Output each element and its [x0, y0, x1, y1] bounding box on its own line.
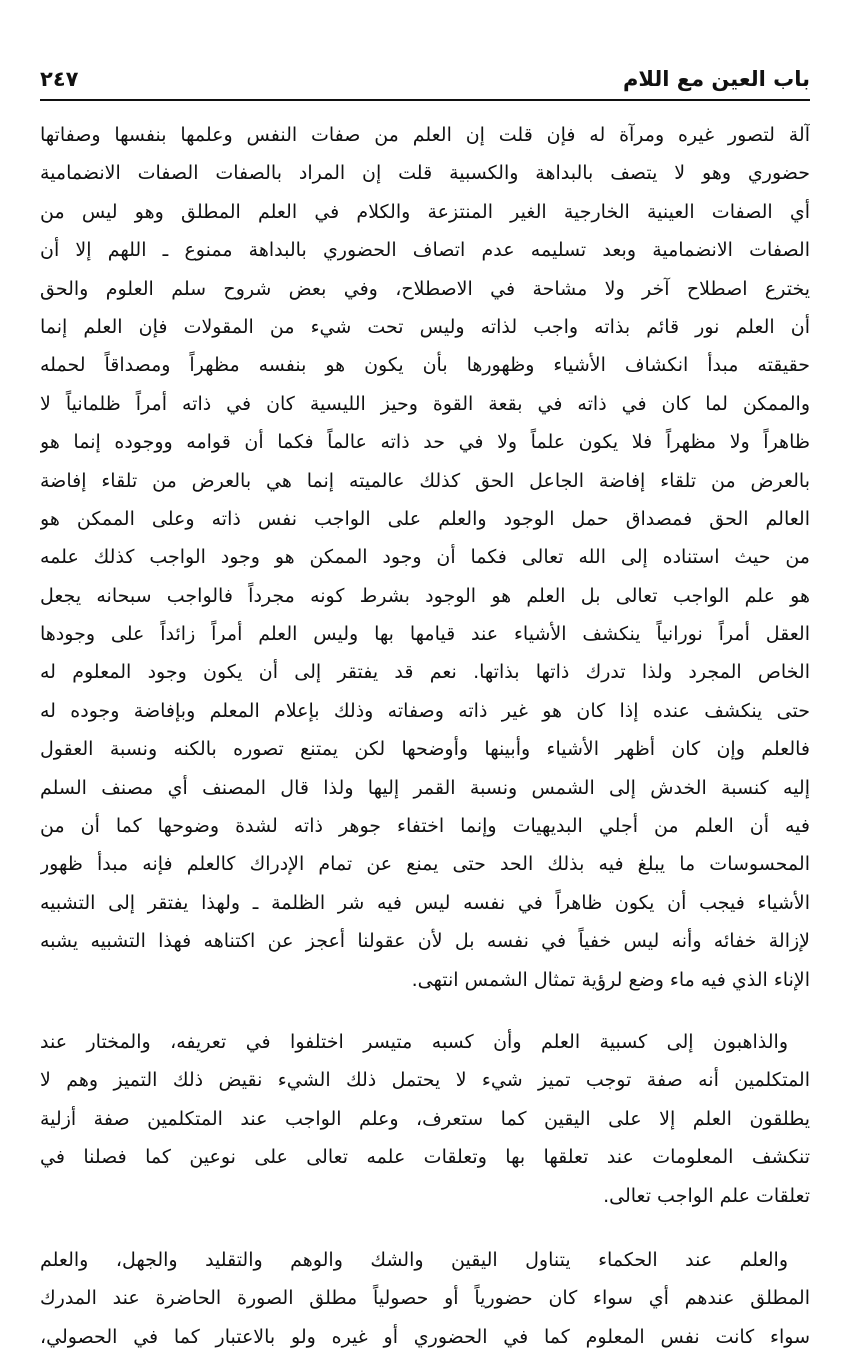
text-line: إليه كنسبة الخدش إلى الشمس ونسبة القمر إليها ولذا قال المصنف أي مصنف السلم [40, 776, 810, 799]
text-line: العقل أمراً نورانياً ينكشف الأشياء عند قيامها بها وليس العلم أمراً زائداً على وجودها [40, 623, 810, 646]
paragraph-3 [40, 1241, 810, 1356]
text-line: المطلق عندهم أي سواء كان حضورياً أو حصولياً مطلق الصورة الحاضرة عند المدرك [40, 1287, 810, 1310]
text-line: الإناء الذي فيه ماء وضع لرؤية تمثال الشمس انتهى. [411, 968, 810, 991]
text-line: فيه أن العلم من أجلي البديهيات وإنما اختفاء جوهر ذاته لشدة وضوحها كما أن من [40, 815, 810, 838]
text-line: المحسوسات ما يبلغ فيه بذلك الحد حتى يمنع عن تمام الإدراك كالعلم فإنه مبدأ ظهور [40, 853, 810, 876]
paragraph-gap [40, 1215, 810, 1241]
text-line: والممكن لما كان في ذاته في بقعة القوة وحيز الليسية كان في ذاته أمراً ظلمانياً لا [40, 392, 810, 415]
text-line: ظاهراً ولا مظهراً فلا يكون علماً ولا في حد ذاته عالماً فكما أن قوامه ووجوده إنما هو [40, 431, 810, 454]
text-line: الخاص المجرد ولذا تدرك ذاتها بذاتها. نعم قد يفتقر إلى أن يكون وجود المعلوم له [40, 661, 810, 684]
page-number: ٢٤٧ [40, 67, 79, 91]
paragraph-gap [40, 999, 810, 1023]
text-line: تنكشف المعلومات عند تعلقها بها وتعلقات علمه تعالى على نوعين كما فصلنا في [40, 1146, 810, 1169]
text-line: سواء كانت نفس المعلوم كما في الحضوري أو غيره ولو بالاعتبار كما في الحصولي، [40, 1325, 810, 1348]
text-line: أن العلم نور قائم بذاته واجب لذاته وليس تحت شيء من المقولات فإن العلم إنما [40, 315, 810, 338]
text-line: يطلقون العلم إلا على اليقين كما ستعرف، وعلم الواجب عند المتكلمين صفة أزلية [40, 1107, 810, 1130]
text-line: الأشياء فيجب أن يكون ظاهراً في نفسه ليس فيه شر الظلمة ـ ولهذا يفتقر إلى التشبيه [40, 891, 810, 914]
page-header [40, 56, 810, 96]
text-line: المتكلمين أنه صفة توجب تميز شيء لا يحتمل ذلك الشيء نقيض ذلك التميز وهم لا [40, 1069, 810, 1092]
text-line: حضوري وهو لا يتصف بالبداهة والكسبية قلت إن المراد بالصفات الصفات الانضمامية [40, 162, 810, 185]
text-line: هو علم الواجب تعالى بل العلم هو الوجود بشرط كونه مجرداً فالواجب سبحانه يجعل [40, 584, 810, 607]
text-line: من حيث استناده إلى الله تعالى فكما أن وجود الممكن هو وجود الواجب كذلك علمه [40, 546, 810, 569]
paragraph-2 [40, 1023, 810, 1215]
text-line: الصفات الانضمامية وبعد تسليمه عدم اتصاف الحضوري بالبداهة ممنوع ـ اللهم إلا أن [40, 239, 810, 262]
body-text [40, 116, 810, 1356]
text-line: والذاهبون إلى كسبية العلم وأن كسبه متيسر اختلفوا في تعريفه، والمختار عند [40, 1030, 788, 1053]
text-line: فالعلم وإن كان أظهر الأشياء وأبينها وأوضحها لكن يمتنع تصوره بالكنه ونسبة العقول [40, 738, 810, 761]
running-head: باب العين مع اللام [623, 67, 810, 91]
text-line: والعلم عند الحكماء يتناول اليقين والشك والوهم والتقليد والجهل، والعلم [40, 1248, 788, 1271]
paragraph-1 [40, 116, 810, 999]
text-line: يخترع اصطلاح آخر ولا مشاحة في الاصطلاح، وفي بعض شروح سلم العلوم والحق [40, 277, 810, 300]
text-line: لإزالة خفائه وأنه ليس خفياً في نفسه بل لأن عقولنا أعجز عن اكتناهه فهذا التشبيه يشبه [40, 930, 810, 953]
text-line: تعلقات علم الواجب تعالى. [603, 1184, 810, 1207]
header-rule [40, 99, 810, 101]
text-line: حقيقته مبدأ انكشاف الأشياء وظهورها بأن يكون هو بنفسه مظهراً ومصداقاً لحمله [40, 354, 810, 377]
text-line: آلة لتصور غيره ومرآة له فإن قلت إن العلم من صفات النفس وعلمها بنفسها وصفاتها [40, 124, 810, 146]
text-line: أي الصفات العينية الخارجية الغير المنتزعة والكلام في العلم المطلق وهو ليس من [40, 200, 810, 223]
text-line: بالعرض من تلقاء إفاضة الجاعل الحق كذلك عالميته إنما هي بالعرض من تلقاء إفاضة [40, 469, 810, 492]
text-line: العالم الحق فمصداق حمل الوجود والعلم على الواجب نفس ذاته وعلى الممكن هو [40, 507, 810, 530]
text-line: حتى ينكشف عنده إذا كان هو غير ذاته وصفاته وذلك بإعلام المعلم وبإفاضة وجوده له [40, 699, 810, 722]
